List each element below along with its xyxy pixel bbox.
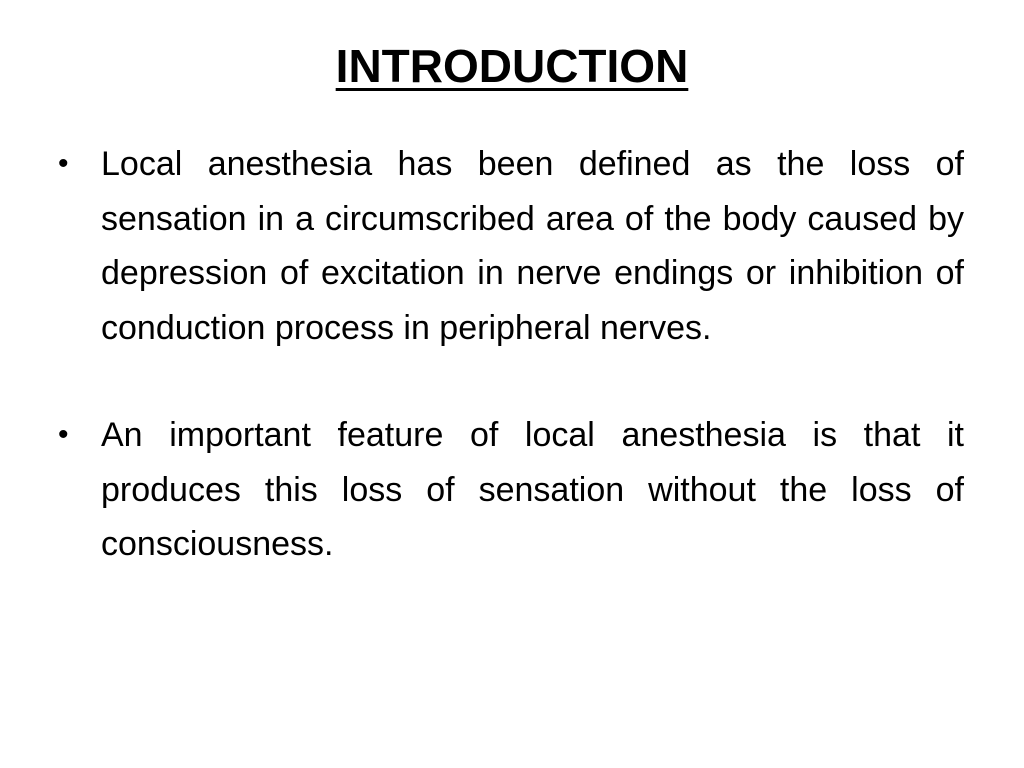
bullet-text: An important feature of local anesthesia is that it produces this loss of sensation without the loss of consciousness.	[101, 416, 964, 563]
bullet-dot-icon: •	[58, 147, 69, 180]
bullet-dot-icon: •	[58, 418, 69, 451]
slide-title-text: INTRODUCTION	[335, 40, 689, 92]
bullet-item-definition	[56, 137, 964, 355]
slide-title	[0, 34, 1024, 98]
bullet-list	[56, 137, 964, 572]
bullet-item-feature	[56, 408, 964, 572]
bullet-text: Local anesthesia has been defined as the loss of sensation in a circumscribed area of the body caused by depression of excitation in nerve endings or inhibition of conduction process in peripheral nerves.	[101, 145, 964, 347]
